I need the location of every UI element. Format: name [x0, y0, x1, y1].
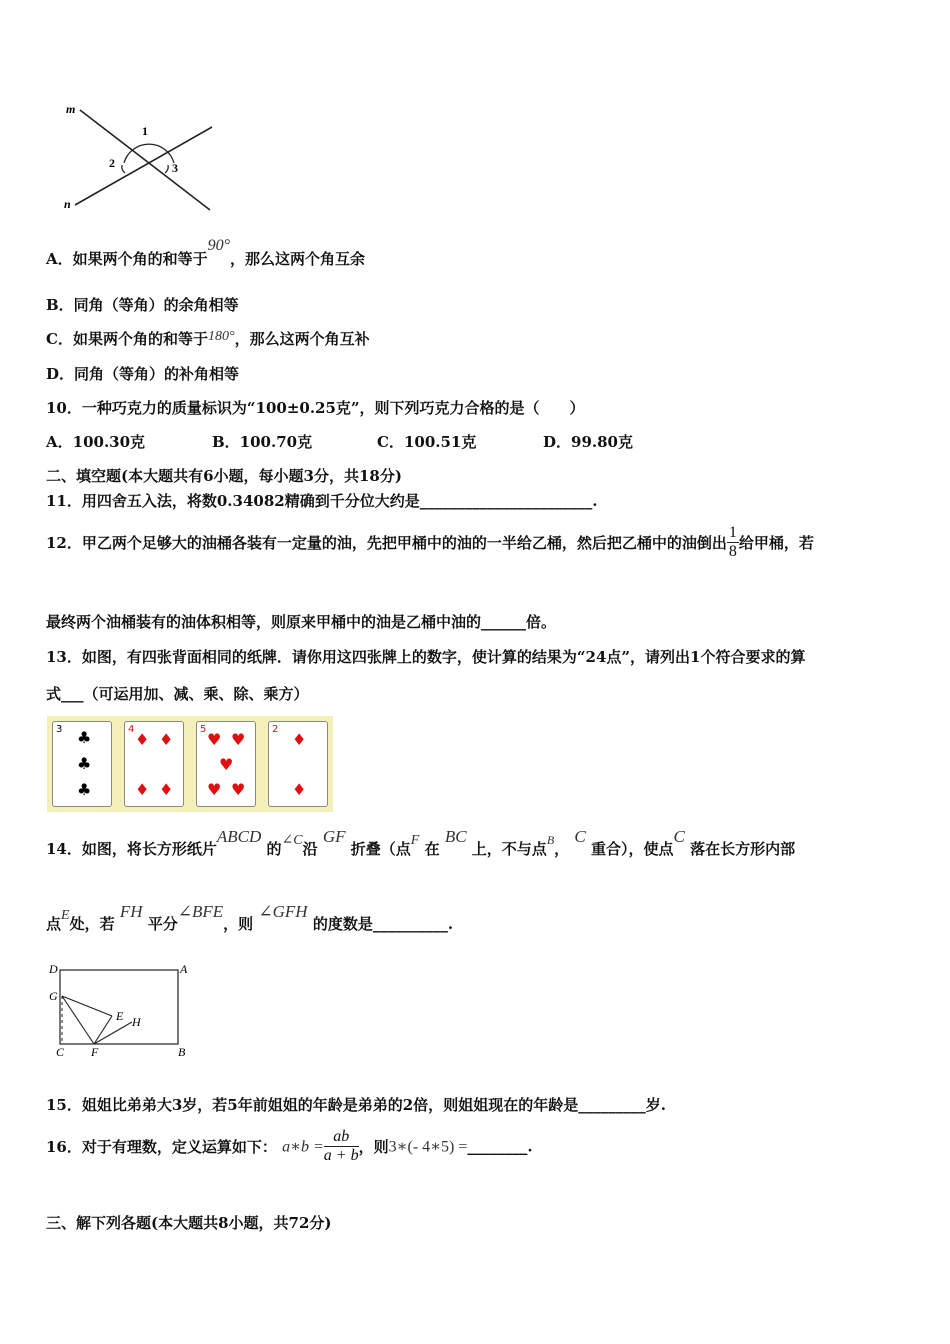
label-2: 2 — [109, 156, 115, 170]
line-n — [75, 127, 212, 205]
intersecting-lines-figure — [60, 95, 220, 220]
q13-line1: 13．如图，有四张背面相同的纸牌．请你用这四张牌上的数字，使计算的结果为“24点”，请列出1个符合要求的算 — [46, 648, 806, 666]
card-2-diamonds: 2 ♦ ♦ — [268, 721, 328, 807]
q9-option-d: D．同角（等角）的补角相等 — [46, 365, 240, 383]
label-G: G — [49, 989, 58, 1003]
label-F: F — [91, 1045, 99, 1059]
label-E: E — [116, 1009, 124, 1023]
q11: 11．用四舍五入法，将数0.34082精确到千分位大约是_______________________. — [46, 492, 598, 510]
q14-line2: 点E处，若 FH 平分∠BFE，则 ∠GFH 的度数是__________. — [46, 902, 454, 933]
playing-cards-figure — [47, 716, 333, 812]
fraction-one-eighth: $\frac{1}{8}$ — [728, 524, 737, 560]
label-n: n — [64, 197, 71, 211]
label-A: A — [180, 962, 188, 976]
angle-90: 90° — [207, 237, 231, 254]
section-2-heading: 二、填空题(本大题共有6小题，每小题3分，共18分) — [46, 467, 402, 485]
q15: 15．姐姐比弟弟大3岁，若5年前姐姐的年龄是弟弟的2倍，则姐姐现在的年龄是_________岁. — [46, 1096, 666, 1114]
label-H: H — [132, 1015, 141, 1029]
label-D: D — [49, 962, 58, 976]
q10-option-a: A．100.30克 — [46, 433, 146, 451]
folded-rectangle-figure — [44, 958, 204, 1063]
card-5-hearts: 5 ♥ ♥ ♥ ♥ ♥ — [196, 721, 256, 807]
label-3: 3 — [172, 161, 178, 175]
q9-option-c: C．如果两个角的和等于180°，那么这两个角互补 — [46, 329, 370, 348]
q9-option-a: A．如果两个角的和等于90°，那么这两个角互余 — [46, 237, 366, 268]
angle-180: 180° — [207, 329, 235, 344]
q9-option-b: B．同角（等角）的余角相等 — [46, 296, 239, 314]
label-B: B — [178, 1045, 186, 1059]
q10-stem: 10．一种巧克力的质量标识为“100±0.25克”，则下列巧克力合格的是（ ） — [46, 399, 585, 417]
q10-option-c: C．100.51克 — [377, 433, 477, 451]
q12-line1: 12．甲乙两个足够大的油桶各装有一定量的油，先把甲桶中的油的一半给乙桶，然后把乙桶中的油倒出 $\frac{1}{8}$ 给甲桶，若 — [46, 524, 814, 560]
fraction-ab-over-a-plus-b: $\frac{ab}{a + b}$ — [323, 1128, 359, 1164]
section-3-heading: 三、解下列各题(本大题共8小题，共72分) — [46, 1214, 332, 1232]
card-3-clubs: 3 ♣ ♣ ♣ — [52, 721, 112, 807]
q10-option-b: B．100.70克 — [212, 433, 313, 451]
q16: 16．对于有理数，定义运算如下： a∗b = $\frac{ab}{a + b}$ ，则3∗(- 4∗5) =________. — [46, 1128, 533, 1164]
label-C: C — [56, 1045, 65, 1059]
q12-line2: 最终两个油桶装有的油体积相等，则原来甲桶中的油是乙桶中油的______倍。 — [46, 613, 557, 631]
q10-option-d: D．99.80克 — [543, 433, 633, 451]
q13-line2: 式___（可运用加、减、乘、除、乘方） — [46, 685, 309, 703]
label-1: 1 — [142, 124, 148, 138]
q14-line1: 14．如图，将长方形纸片ABCD 的∠C沿 GF 折叠（点F 在 BC 上，不与点$^B$， C 重合），使点C 落在长方形内部 — [46, 827, 796, 858]
label-m: m — [66, 102, 76, 116]
card-4-diamonds: 4 ♦ ♦ ♦ ♦ — [124, 721, 184, 807]
